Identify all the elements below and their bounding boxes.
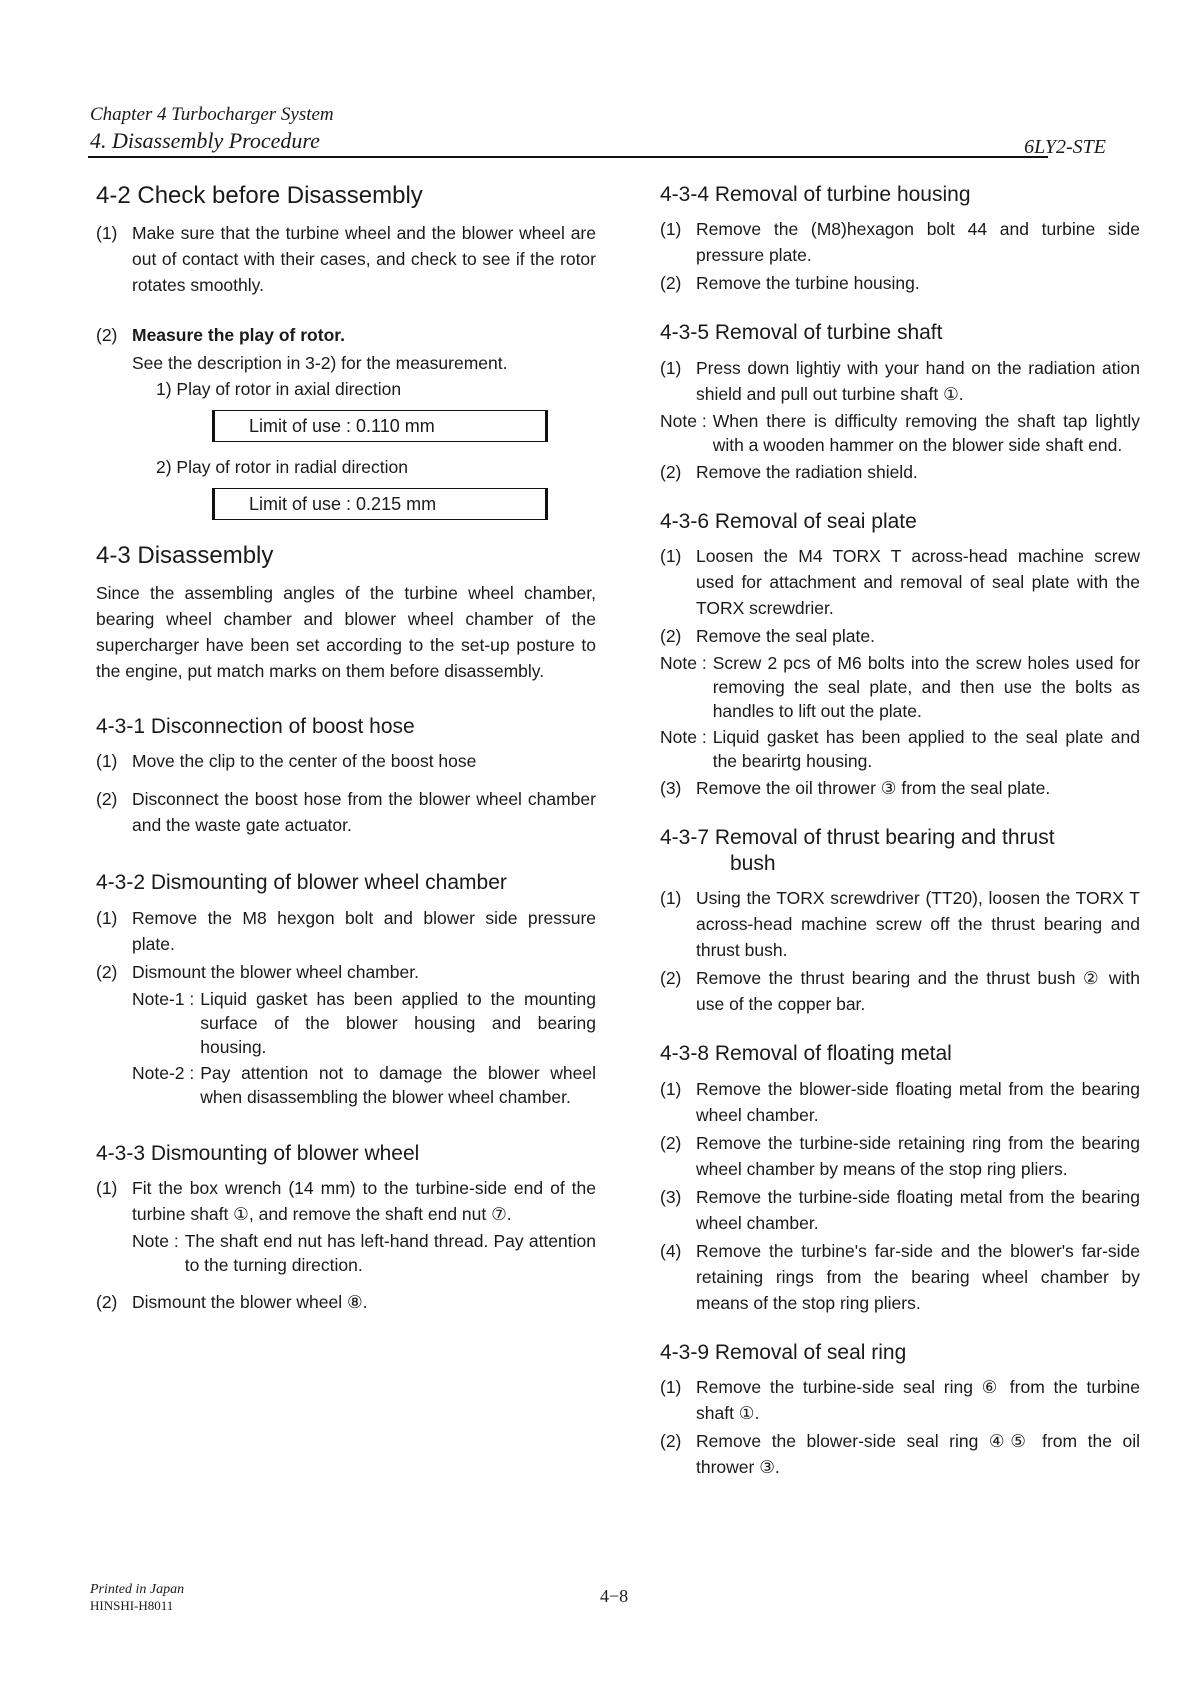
header-rule (88, 156, 1048, 158)
item-number: (3) (660, 777, 682, 798)
list-item (96, 959, 596, 985)
item-number: (1) (660, 357, 682, 378)
list-item (660, 543, 1140, 621)
list-item (96, 322, 596, 348)
list-item (96, 905, 596, 957)
item-text: Loosen the M4 TORX T across-head machine screw used for attachment and removal of seal plate with the TORX screwdrier. (696, 545, 1140, 618)
item-number: (3) (660, 1186, 682, 1207)
item-text: Remove the M8 hexgon bolt and blower side pressure plate. (132, 907, 596, 954)
model-label: 6LY2-STE (1024, 136, 1106, 158)
item-text: Disconnect the boost hose from the blower wheel chamber and the waste gate actuator. (132, 789, 596, 836)
list-item (660, 965, 1140, 1017)
section-title-4-3-5: 4-3-5 Removal of turbine shaft (660, 321, 943, 345)
right-column (660, 182, 1140, 1482)
item-number: (2) (96, 789, 118, 810)
section-heading: 4. Disassembly Procedure (90, 128, 320, 153)
item-number: (2) (96, 325, 118, 345)
note-text: Pay attention not to damage the blower wheel when disassembling the blower wheel chamber. (200, 1062, 596, 1107)
item-number: (1) (96, 751, 118, 772)
section-title-4-3-4: 4-3-4 Removal of turbine housing (660, 183, 971, 206)
chapter-heading: Chapter 4 Turbocharger System (90, 104, 334, 125)
list-item (660, 270, 1140, 296)
list-item (660, 623, 1140, 649)
note-text: Screw 2 pcs of M6 bolts into the screw holes used for removing the seal plate, and then use the bolts as handles to lift out the plate. (712, 652, 1140, 721)
item-text: Remove the turbine's far-side and the blower's far-side retaining rings from the bearing wheel chamber by means of the stop ring pliers. (696, 1240, 1140, 1313)
sub-item-radial: 2) Play of rotor in radial direction (156, 457, 408, 477)
item-text: Fit the box wrench (14 mm) to the turbine-side end of the turbine shaft ①, and remove the shaft end nut ⑦. (132, 1177, 596, 1224)
section-title-4-3-2: 4-3-2 Dismounting of blower wheel chamber (96, 871, 507, 895)
list-item (660, 1184, 1140, 1236)
item-text: Remove the turbine-side seal ring ⑥ from the turbine shaft ①. (696, 1376, 1140, 1423)
list-item (660, 1428, 1140, 1480)
item-text: Remove the radiation shield. (696, 461, 918, 482)
note-label: Note-2 : (132, 1062, 195, 1083)
item-number: (1) (660, 888, 682, 909)
item-text: Dismount the blower wheel ⑧. (132, 1291, 368, 1312)
note-label: Note : (660, 410, 707, 431)
item-number: (4) (660, 1240, 682, 1261)
section-title-line: bush (730, 852, 776, 875)
list-item (660, 459, 1140, 485)
item-number: (1) (660, 1376, 682, 1397)
note (660, 409, 1140, 457)
section-title-4-3-3: 4-3-3 Dismounting of blower wheel (96, 1141, 420, 1165)
section-title-4-3-9: 4-3-9 Removal of seal ring (660, 1340, 907, 1364)
item-text: Make sure that the turbine wheel and the blower wheel are out of contact with their cases, and check to see if the rotor rotates smoothly. (132, 223, 596, 295)
limit-box-radial: Limit of use : 0.215 mm (212, 488, 548, 520)
item-text: Dismount the blower wheel chamber. (132, 961, 419, 982)
list-item (96, 220, 596, 298)
section-title-4-3-8: 4-3-8 Removal of floating metal (660, 1042, 952, 1066)
list-item (660, 775, 1140, 801)
note (660, 651, 1140, 723)
item-text: Remove the turbine housing. (696, 273, 920, 294)
section-title-4-3-7 (660, 825, 1140, 878)
list-item (660, 885, 1140, 963)
note-text: Liquid gasket has been applied to the seal plate and the bearirtg housing. (712, 726, 1140, 771)
item-number: (2) (660, 1132, 682, 1153)
item-number: (2) (660, 625, 682, 646)
item-number: (2) (660, 968, 682, 989)
left-column (96, 182, 596, 1317)
limit-box-axial: Limit of use : 0.110 mm (212, 410, 548, 442)
item-text: Using the TORX screwdriver (TT20), loosen the TORX T across-head machine screw off the thrust bearing and thrust bush. (696, 888, 1140, 961)
section-paragraph: Since the assembling angles of the turbine wheel chamber, bearing wheel chamber and blower wheel chamber of the supercharger have been set according to the set-up posture to the engine, put match marks on them before disassembly. (96, 583, 596, 681)
list-item (96, 1289, 596, 1315)
note-text: When there is difficulty removing the shaft tap lightly with a wooden hammer on the blower side shaft end. (712, 410, 1140, 455)
list-item (660, 1374, 1140, 1426)
item-number: (2) (660, 1430, 682, 1451)
section-title-line: 4-3-7 Removal of thrust bearing and thrust (660, 825, 1055, 849)
note (660, 725, 1140, 773)
item-number: (1) (96, 1177, 118, 1198)
list-item (96, 786, 596, 838)
item-number: (2) (96, 1291, 118, 1312)
sub-item-axial: 1) Play of rotor in axial direction (156, 379, 402, 399)
item-text: Measure the play of rotor. (132, 325, 345, 345)
item-text: Remove the turbine-side retaining ring from the bearing wheel chamber by means of the stop ring pliers. (696, 1132, 1140, 1179)
note-label: Note : (132, 1230, 179, 1251)
item-text: Remove the blower-side floating metal from the bearing wheel chamber. (696, 1078, 1140, 1125)
list-item (660, 1076, 1140, 1128)
item-number: (1) (660, 545, 682, 566)
item-number: (2) (660, 273, 682, 294)
item-number: (1) (96, 223, 118, 243)
document-code: HINSHI-H8011 (90, 1598, 174, 1613)
section-title-4-3-1: 4-3-1 Disconnection of boost hose (96, 715, 415, 738)
item-number: (1) (96, 907, 118, 928)
item-number: (2) (96, 961, 118, 982)
item-number: (1) (660, 219, 682, 240)
section-title-4-3-6: 4-3-6 Removal of seai plate (660, 509, 917, 533)
item-text: Remove the oil thrower ③ from the seal plate. (696, 777, 1051, 798)
note-label: Note-1 : (132, 988, 195, 1009)
list-item (96, 748, 596, 774)
item-number: (1) (660, 1078, 682, 1099)
item-text: Move the clip to the center of the boost hose (132, 751, 477, 772)
section-title-4-3: 4-3 Disassembly (96, 542, 274, 569)
list-item (660, 355, 1140, 407)
item-number: (2) (660, 461, 682, 482)
note-label: Note : (660, 726, 707, 747)
section-title-4-2: 4-2 Check before Disassembly (96, 182, 423, 209)
item-description: See the description in 3-2) for the measurement. (132, 353, 508, 373)
printed-in-label: Printed in Japan (90, 1582, 185, 1597)
list-item (660, 1130, 1140, 1182)
note (96, 987, 596, 1059)
item-text: Remove the blower-side seal ring ④⑤ from the oil thrower ③. (696, 1430, 1140, 1477)
item-text: Press down lightiy with your hand on the radiation ation shield and pull out turbine shaft ①. (696, 357, 1140, 404)
item-text: Remove the thrust bearing and the thrust bush ② with use of the copper bar. (696, 968, 1140, 1015)
item-text: Remove the (M8)hexagon bolt 44 and turbine side pressure plate. (696, 219, 1140, 266)
list-item (660, 1238, 1140, 1316)
page-number: 4−8 (600, 1586, 629, 1606)
item-text: Remove the seal plate. (696, 625, 875, 646)
list-item (660, 216, 1140, 268)
note-label: Note : (660, 652, 707, 673)
note (96, 1061, 596, 1109)
note (96, 1229, 596, 1277)
item-text: Remove the turbine-side floating metal from the bearing wheel chamber. (696, 1186, 1140, 1233)
note-text: The shaft end nut has left-hand thread. Pay attention to the turning direction. (184, 1230, 596, 1275)
note-text: Liquid gasket has been applied to the mounting surface of the blower housing and bearing housing. (200, 988, 596, 1057)
list-item (96, 1175, 596, 1227)
